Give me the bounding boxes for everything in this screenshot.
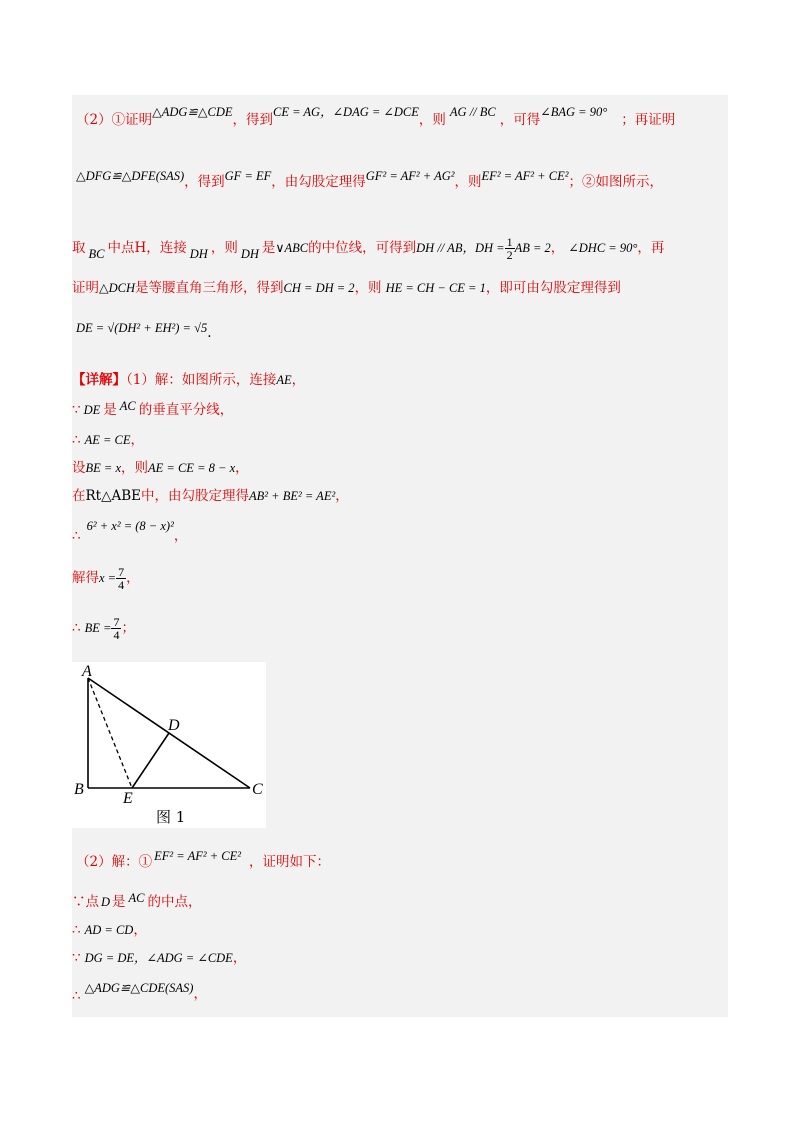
therefore-symbol: ∴	[72, 528, 81, 544]
text: ，由勾股定理得	[271, 174, 366, 190]
figure-caption: 图 1	[156, 808, 186, 826]
part2-line-2	[72, 890, 202, 910]
formula: DE	[83, 403, 101, 417]
text: 的垂直平分线，	[138, 402, 234, 418]
label-B: B	[74, 781, 84, 798]
content-panel	[72, 95, 728, 1017]
formula: ∠DHC = 90°	[568, 241, 638, 255]
text: 中点H，连接	[107, 240, 187, 256]
formula: DH	[189, 247, 208, 261]
formula: BC	[88, 247, 105, 261]
solution-line-5	[76, 320, 212, 341]
solution-line-2	[76, 170, 663, 190]
text: 解得	[72, 570, 99, 586]
label-A: A	[82, 663, 92, 680]
formula: 6² + x² = (8 − x)²	[86, 519, 174, 533]
text: ，则	[418, 112, 446, 128]
formula: DH // AB，DH =	[416, 241, 505, 255]
detail-step-1	[72, 398, 233, 418]
text: ，	[235, 460, 249, 476]
part2-line-1	[76, 850, 330, 870]
segment-DE	[132, 733, 169, 788]
formula: DG = DE，∠ADG = ∠CDE	[84, 951, 233, 965]
part2-line-5	[72, 976, 207, 1004]
denominator: 2	[506, 248, 513, 262]
text: （2）①证明	[76, 112, 153, 128]
formula: GF² = AF² + AG²	[365, 169, 455, 183]
text: ；②如图所示，	[568, 174, 663, 190]
text: ，	[232, 950, 247, 966]
triangle-diagram	[72, 662, 266, 828]
because-symbol: ∵	[72, 950, 81, 966]
formula: EF² = AF² + CE²	[481, 169, 569, 183]
formula: x =	[99, 571, 117, 585]
text: ，	[126, 570, 140, 586]
text: 的中位线，可得到	[308, 240, 417, 256]
part2-line-4	[72, 946, 246, 966]
text: ，再	[637, 240, 665, 256]
numerator: 1	[506, 235, 513, 249]
text: ；再证明	[621, 112, 676, 128]
formula: ∠BAG = 90°	[540, 105, 608, 119]
formula: AG // BC	[449, 105, 496, 119]
detail-title: 【详解】	[72, 372, 126, 388]
numerator: 7	[113, 615, 120, 629]
text: ，得到	[232, 112, 273, 128]
formula: △ADG≌△CDE(SAS)	[84, 981, 194, 995]
text: 是等腰直角三角形，得到	[135, 280, 284, 296]
text: ，	[335, 488, 349, 504]
text: ，则	[354, 280, 382, 296]
because-symbol: ∵	[72, 402, 81, 418]
formula: AE = CE	[84, 433, 131, 447]
formula: AE	[276, 373, 292, 387]
formula: EF² = AF² + CE²	[154, 849, 241, 863]
formula: AE = CE = 8 − x	[148, 461, 236, 475]
label-D: D	[168, 717, 180, 734]
detail-step-4	[72, 484, 349, 504]
text: 取	[72, 240, 86, 256]
solution-line-4	[72, 276, 621, 296]
therefore-symbol: ∴	[72, 620, 81, 636]
formula: DH	[240, 247, 259, 261]
text: ，	[130, 432, 145, 448]
text: ，得到	[184, 174, 225, 190]
therefore-symbol: ∴	[72, 432, 81, 448]
detail-step-6	[72, 566, 140, 591]
text: （2）解：①	[76, 854, 153, 870]
figure-1	[72, 662, 266, 828]
denominator: 4	[118, 578, 125, 592]
text: 是	[112, 894, 126, 910]
text: 证明	[72, 280, 99, 296]
text: ，证明如下：	[249, 854, 330, 870]
formula: AC	[128, 891, 145, 905]
text: 是	[103, 402, 117, 418]
text: 的中点，	[147, 894, 202, 910]
fraction-half	[505, 236, 515, 261]
text: ，	[193, 986, 207, 1002]
text: ，可得	[499, 112, 541, 128]
formula: CE = AG，∠DAG = ∠DCE	[272, 105, 419, 119]
formula: BE =	[84, 621, 112, 635]
fraction-seven-fourths	[116, 566, 126, 591]
formula: AC	[119, 399, 136, 413]
formula: GF = EF	[224, 169, 272, 183]
formula: D	[101, 895, 111, 909]
text: 设	[72, 460, 86, 476]
detail-step-7	[72, 616, 135, 641]
text: 在	[72, 488, 86, 504]
part2-line-3	[72, 918, 147, 938]
text: ，则	[121, 460, 149, 476]
text: 是	[261, 240, 276, 256]
formula: △DFG≌△DFE(SAS)	[76, 169, 185, 183]
detail-heading	[72, 368, 305, 388]
formula: △ADG≌△CDE	[152, 105, 233, 119]
formula: AB² + BE² = AE²	[249, 489, 336, 503]
therefore-symbol: ∴	[72, 988, 81, 1004]
text: ，	[550, 240, 565, 256]
detail-step-5	[72, 514, 188, 544]
formula: ∨ABC	[275, 241, 309, 255]
text: ，则	[454, 174, 482, 190]
solution-line-3	[72, 236, 664, 261]
formula: CH = DH = 2	[283, 281, 355, 295]
text: .	[207, 325, 212, 341]
formula: BE = x	[85, 461, 122, 475]
label-E: E	[123, 790, 133, 807]
denominator: 4	[113, 628, 120, 642]
formula: HE = CH − CE = 1	[385, 281, 486, 295]
text: ；	[121, 620, 135, 636]
label-C: C	[252, 781, 263, 798]
formula: Rt△ABE	[85, 488, 141, 504]
text: ∵点	[72, 894, 99, 910]
solution-line-1	[76, 105, 676, 128]
text: ，	[173, 528, 188, 544]
therefore-symbol: ∴	[72, 922, 81, 938]
numerator: 7	[118, 565, 125, 579]
text: ，	[291, 372, 306, 388]
detail-step-3	[72, 456, 249, 476]
text: ，	[133, 922, 147, 938]
text: 中，由勾股定理得	[141, 488, 249, 504]
segment-AE-dashed	[88, 678, 132, 788]
formula: △DCH	[99, 281, 136, 295]
text: ，则	[210, 240, 238, 256]
detail-step-2	[72, 428, 144, 448]
text: （1）解：如图所示，连接	[126, 372, 277, 388]
formula: AD = CD	[84, 923, 134, 937]
fraction-seven-fourths	[111, 616, 121, 641]
text: ，即可由勾股定理得到	[485, 280, 621, 296]
formula: DE = √(DH² + EH²) = √5	[76, 321, 208, 335]
formula: AB = 2	[514, 241, 551, 255]
